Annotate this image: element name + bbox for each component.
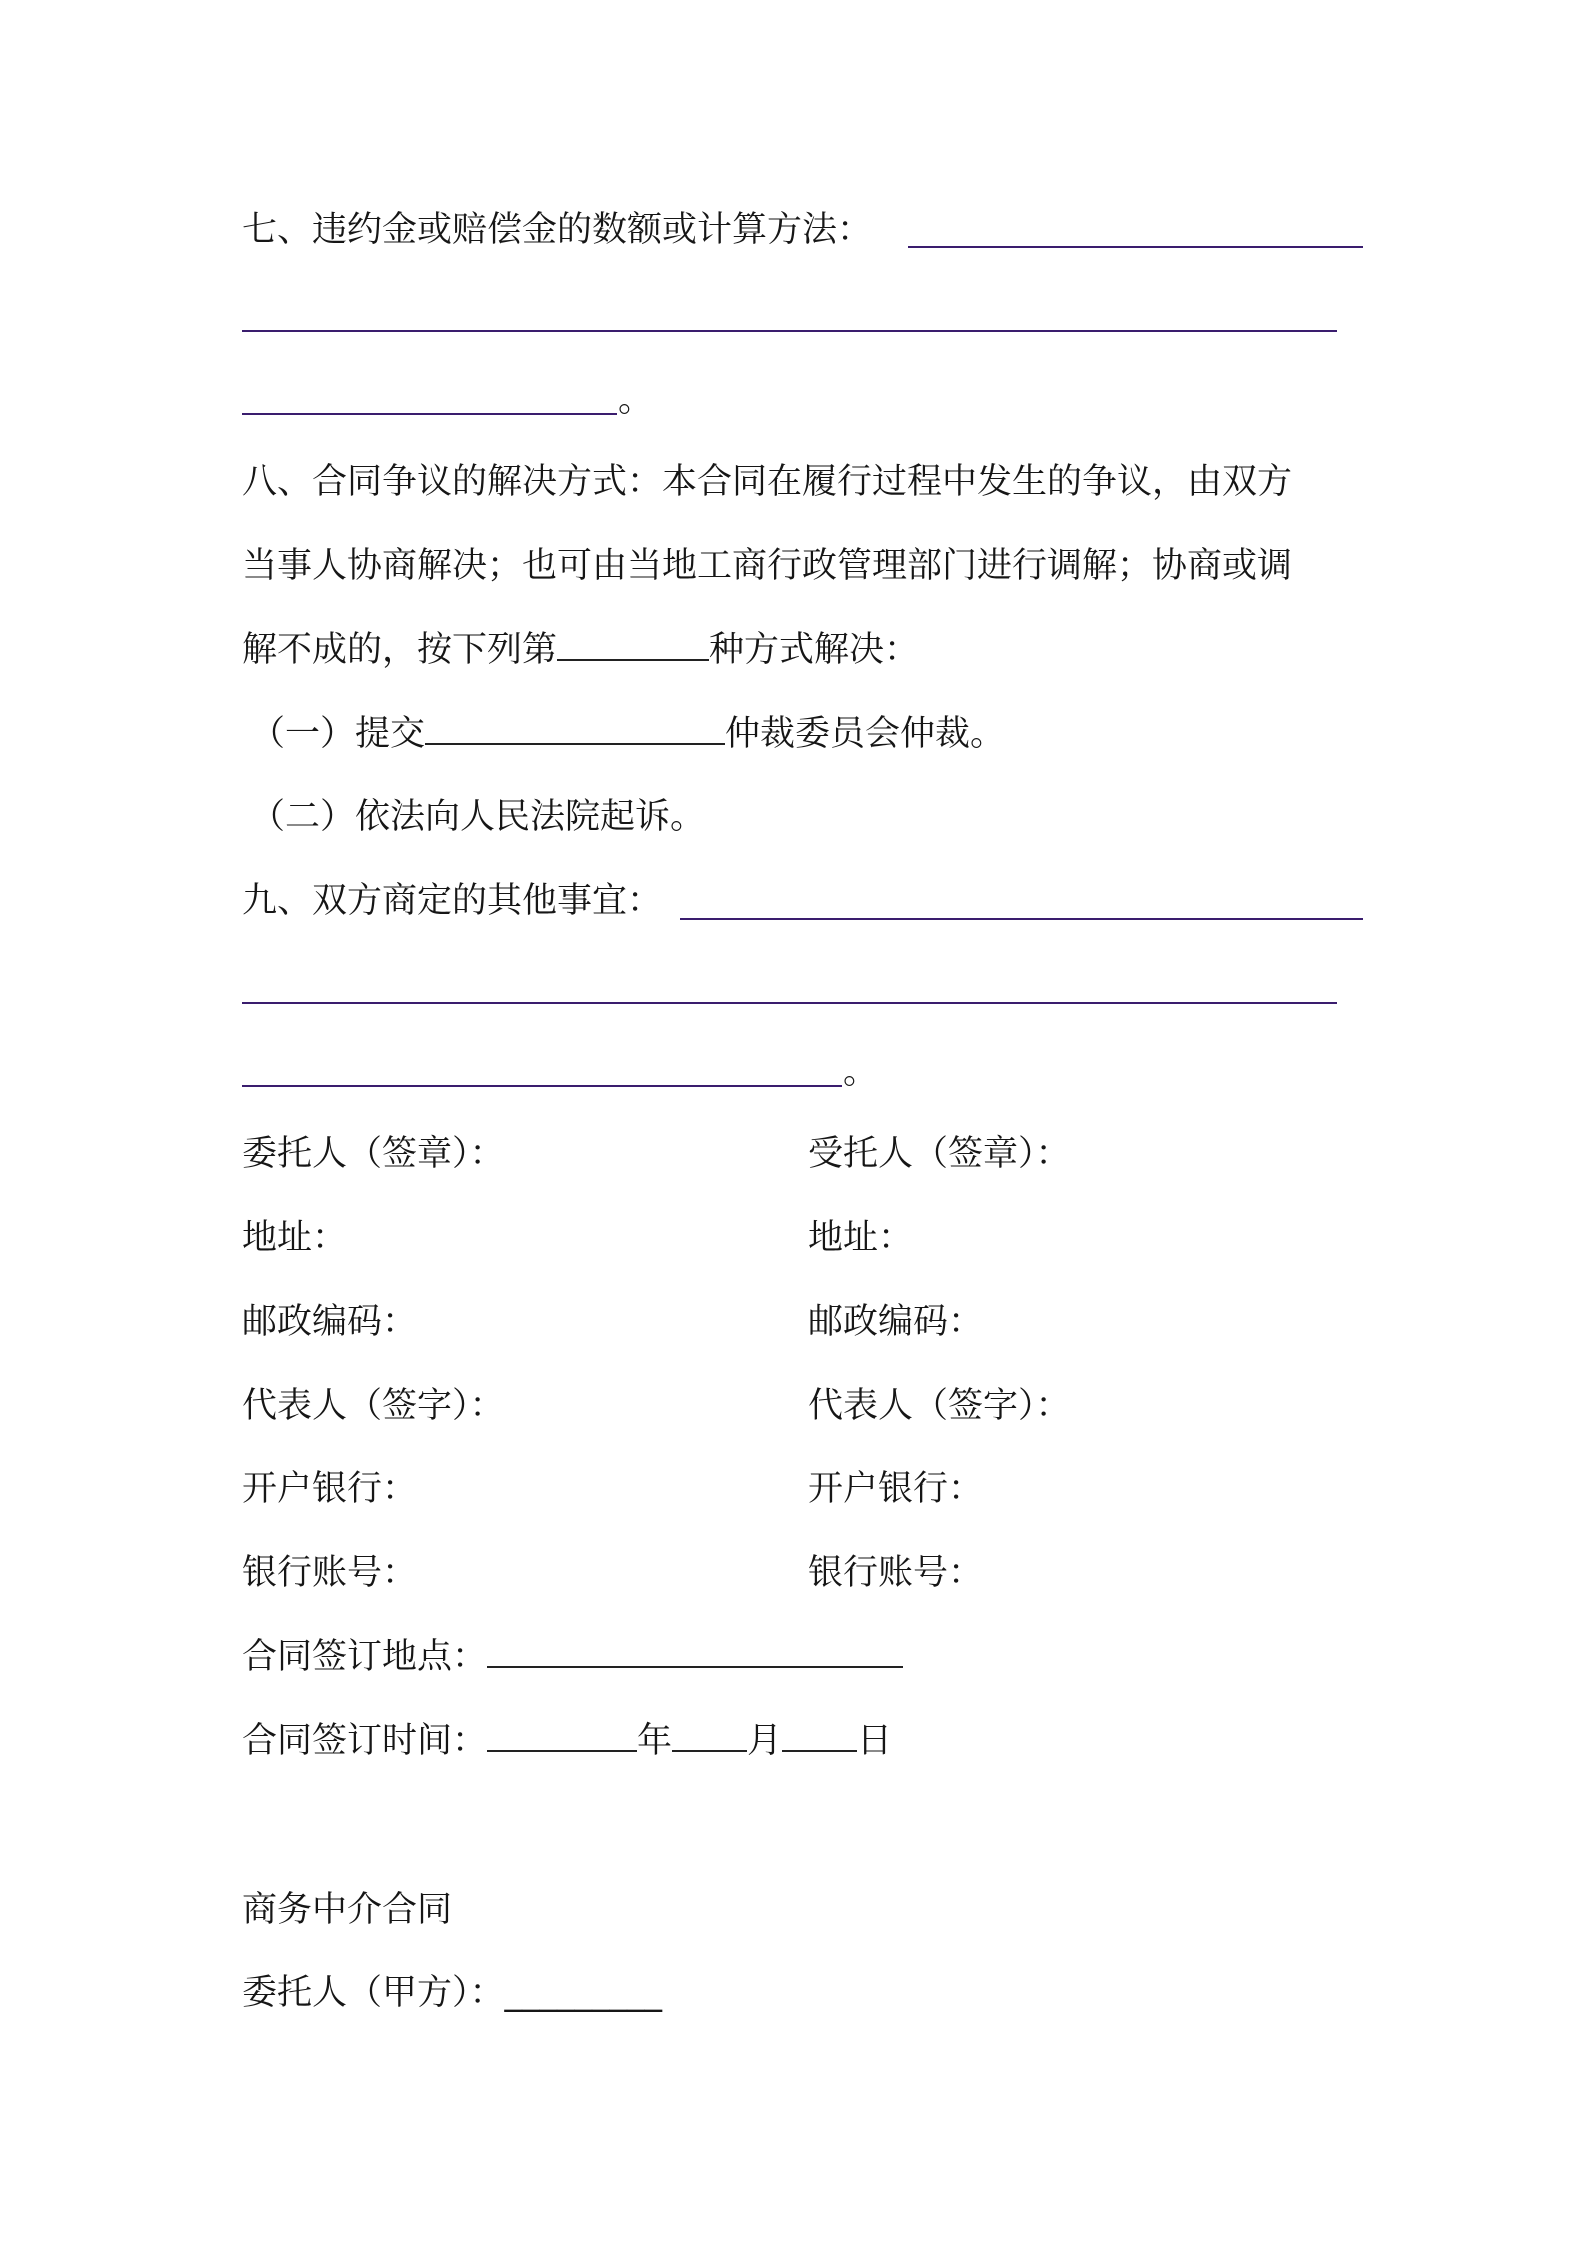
- clause-9-label: 九、双方商定的其他事宜：: [242, 881, 663, 921]
- clause-7-blank-2[interactable]: [242, 330, 1337, 332]
- clause-8-text-3a: 解不成的，按下列第: [242, 630, 558, 670]
- option-1-text-a: （一）提交: [250, 714, 426, 754]
- client-postcode-label: 邮政编码：: [242, 1302, 418, 1342]
- client-seal-label: 委托人（签章）：: [242, 1134, 505, 1174]
- next-client-blank[interactable]: _________: [504, 1973, 663, 2013]
- agent-account-label: 银行账号：: [808, 1553, 984, 1593]
- clause-8-line-3: [242, 625, 919, 675]
- clause-7-blank-1[interactable]: [908, 246, 1363, 248]
- client-address-label: 地址：: [242, 1218, 348, 1258]
- month-label: 月: [747, 1721, 783, 1761]
- option-1-text-b: 仲裁委员会仲裁。: [725, 714, 1006, 754]
- clause-9-line-1: [242, 876, 662, 926]
- signing-place-label: 合同签订地点：: [242, 1637, 488, 1677]
- client-bank-label: 开户银行：: [242, 1469, 418, 1509]
- clause-7-blank-3[interactable]: [242, 413, 617, 415]
- clause-9-period: 。: [843, 1052, 879, 1092]
- clause-8-option-1: [250, 709, 1005, 759]
- clause-9-blank-2[interactable]: [242, 1002, 1337, 1004]
- arbitration-committee-blank[interactable]: [425, 713, 725, 745]
- signing-day-blank[interactable]: [782, 1720, 857, 1752]
- day-label: 日: [857, 1721, 893, 1761]
- clause-9-end: [843, 1047, 878, 1097]
- next-client-label: 委托人（甲方）：: [242, 1973, 505, 2013]
- clause-9-blank-3[interactable]: [242, 1085, 842, 1087]
- clause-8-line-2: [242, 541, 1292, 591]
- clause-7-label: 七、违约金或赔偿金的数额或计算方法：: [242, 210, 873, 250]
- signing-time-label: 合同签订时间：: [242, 1721, 488, 1761]
- clause-7-line-1: [242, 205, 872, 255]
- client-rep-label: 代表人（签字）：: [242, 1386, 505, 1426]
- year-label: 年: [637, 1721, 673, 1761]
- next-contract-title: 商务中介合同: [242, 1890, 453, 1930]
- clause-8-text-1: 八、合同争议的解决方式：本合同在履行过程中发生的争议，由双方: [242, 462, 1293, 502]
- next-client-line: [242, 1968, 662, 2018]
- clause-7-period: 。: [618, 380, 654, 420]
- clause-9-blank-1[interactable]: [680, 918, 1363, 920]
- signing-year-blank[interactable]: [487, 1720, 637, 1752]
- option-2-text: （二）依法向人民法院起诉。: [250, 797, 706, 837]
- agent-address-label: 地址：: [808, 1218, 914, 1258]
- clause-8-line-1: [242, 457, 1292, 507]
- clause-7-end: [618, 375, 653, 425]
- agent-bank-label: 开户银行：: [808, 1469, 984, 1509]
- signing-place-blank[interactable]: [487, 1636, 903, 1668]
- clause-8-text-3b: 种方式解决：: [709, 630, 920, 670]
- signing-time-line: [242, 1716, 892, 1766]
- agent-rep-label: 代表人（签字）：: [808, 1386, 1071, 1426]
- signing-place-line: [242, 1632, 903, 1682]
- agent-seal-label: 受托人（签章）：: [808, 1134, 1071, 1174]
- agent-postcode-label: 邮政编码：: [808, 1302, 984, 1342]
- clause-8-text-2: 当事人协商解决；也可由当地工商行政管理部门进行调解；协商或调: [242, 546, 1293, 586]
- method-number-blank[interactable]: [557, 629, 709, 661]
- clause-8-option-2: [250, 792, 705, 842]
- client-account-label: 银行账号：: [242, 1553, 418, 1593]
- signing-month-blank[interactable]: [672, 1720, 747, 1752]
